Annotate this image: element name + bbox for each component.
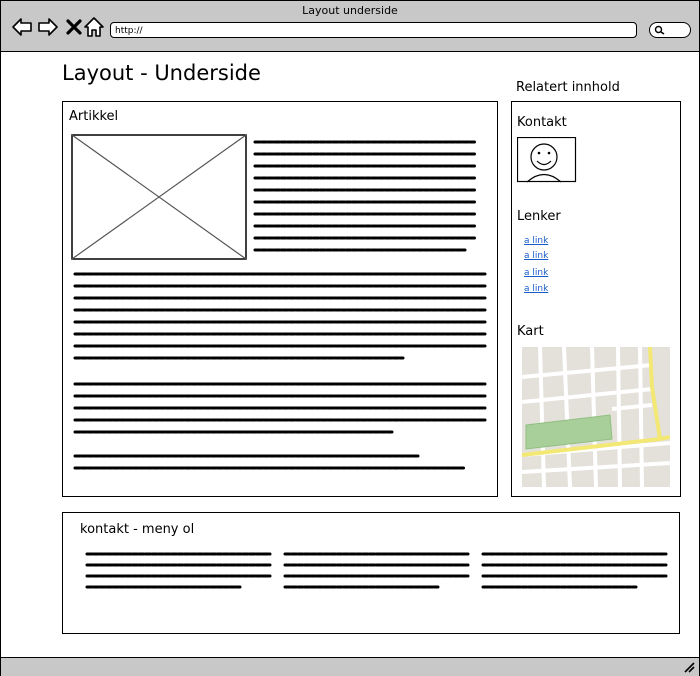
article-body-paragraph-3 [73, 452, 489, 472]
footer-heading: kontakt - meny ol [80, 522, 195, 537]
kart-heading: Kart [517, 324, 544, 339]
article-panel [62, 101, 498, 497]
browser-toolbar [1, 1, 699, 52]
article-body-paragraph-1 [73, 270, 489, 362]
footer-panel [62, 512, 680, 634]
sidebar-title: Relatert innhold [516, 80, 620, 95]
map-placeholder[interactable] [522, 347, 670, 487]
article-body-paragraph-2 [73, 380, 489, 436]
window-title: Layout underside [302, 4, 398, 17]
sidebar-link-1[interactable]: a link [524, 236, 549, 246]
forward-arrow-icon[interactable] [37, 16, 59, 38]
home-icon[interactable] [83, 16, 105, 38]
footer-column-3 [481, 550, 671, 598]
article-heading: Artikkel [69, 109, 119, 124]
status-bar [1, 657, 699, 676]
footer-column-2 [283, 550, 473, 598]
page-title: Layout - Underside [62, 61, 261, 85]
search-field[interactable] [649, 22, 691, 38]
close-icon[interactable] [63, 16, 85, 38]
address-bar[interactable]: http:// [110, 22, 637, 38]
sidebar-link-2[interactable]: a link [524, 251, 549, 261]
lenker-heading: Lenker [517, 209, 561, 224]
resize-handle-icon[interactable] [683, 661, 695, 673]
sidebar-panel [511, 101, 681, 497]
back-arrow-icon[interactable] [11, 16, 33, 38]
sidebar-link-3[interactable]: a link [524, 268, 549, 278]
sidebar-link-4[interactable]: a link [524, 284, 549, 294]
kontakt-heading: Kontakt [517, 115, 567, 130]
image-placeholder [71, 134, 247, 260]
avatar-placeholder [517, 137, 577, 183]
article-intro-text [253, 138, 483, 258]
footer-column-1 [85, 550, 275, 598]
search-icon [654, 25, 666, 35]
